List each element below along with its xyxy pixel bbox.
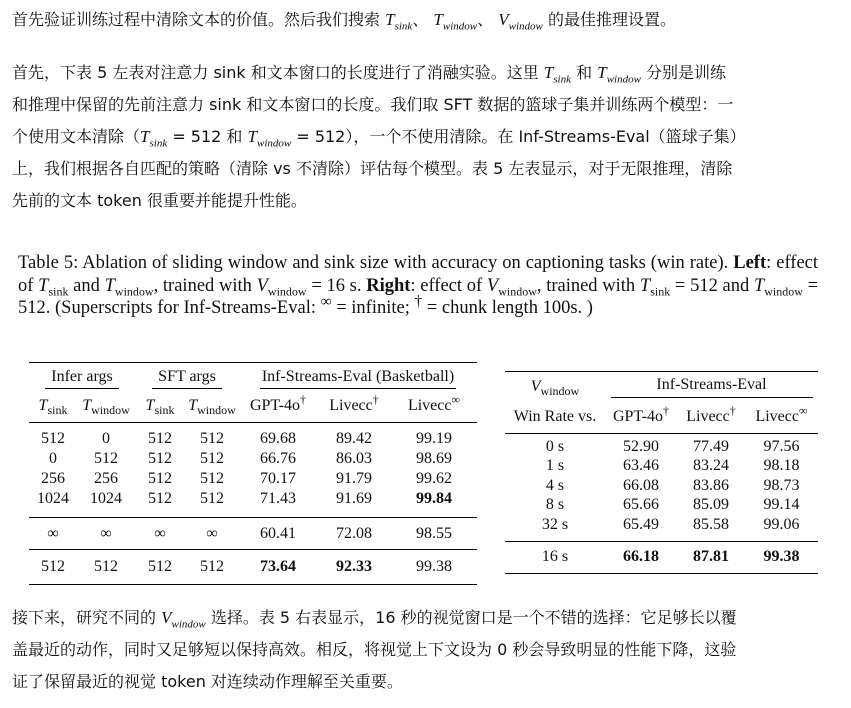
table-row: 4 s 66.08 83.86 98.73 [545, 476, 800, 494]
header-eval-basketball: Inf-Streams-Eval (Basketball) [260, 368, 456, 389]
table-row: 512 0 512 512 69.68 89.42 99.19 [41, 430, 452, 447]
var-t-sink: $T_{sink}$ [385, 10, 413, 33]
table-caption: Table 5: Ablation of sliding window and sink size with accuracy on captioning tasks (win rate). Left: effect of $T_{sink}$ and $T_{window}$, trained with $V_{window} = 16$ s. Right: effect of $V_{window}$, trained with $T_{sink} = 512$ and $T_{window} = 512$. (Superscripts for Inf-Streams-Eval: ∞ = infinite; † = chunk length 100s. ) [18, 253, 819, 318]
var-v-window: $V_{window}$ [498, 10, 543, 33]
table-row: 512 512 512 512 73.64 92.33 99.38 [29, 550, 477, 585]
table-row: 1 s 63.46 83.24 98.18 [545, 457, 800, 475]
left-ablation-table [29, 362, 477, 585]
table-row: 0 512 512 512 66.76 86.03 98.69 [49, 450, 452, 467]
table-row: 0 s 52.90 77.49 97.56 [545, 437, 800, 455]
var-t-window: $T_{window}$ [433, 10, 478, 33]
table-row: ∞ ∞ ∞ ∞ 60.41 72.08 98.55 [29, 518, 477, 550]
right-ablation-table: $V_{window}$ Inf-Streams-Eval Win Rate vs. GPT-4o† Livecc† Livecc∞ 0 s 52.90 77.49 97.56 1 s 63.46 83.24 98.18 4 s 66.08 83.86 98.73 8 s 65.66 85.09 99.14 32 s 65.49 85.58 99.06 16 s 66.18 87.81 99.38 [505, 371, 818, 574]
intro-text: 首先验证训练过程中清除文本的价值。然后我们搜索 [12, 10, 381, 29]
var-t-window: $T_{window}$ [597, 63, 641, 86]
table-row: 32 s 65.49 85.58 99.06 [541, 515, 800, 533]
header-infer-args: Infer args [45, 368, 118, 389]
var-t-sink: $T_{sink}$ [543, 63, 572, 86]
table-row: 256 256 512 512 70.17 91.79 99.62 [41, 470, 452, 487]
table-row: 1024 1024 512 512 71.43 91.69 99.84 [37, 490, 452, 507]
header-eval: Inf-Streams-Eval [611, 376, 813, 398]
column-header-row: Win Rate vs. GPT-4o† Livecc† Livecc∞ [505, 402, 818, 434]
column-header-row: $T_{sink}$ $T_{window}$ $T_{sink}$ $T_{window}$ GPT-4o† Livecc† Livecc∞ [29, 391, 477, 423]
ablation-paragraph: 首先，下表 5 左表对注意力 sink 和文本窗口的长度进行了消融实验。这里 $T_{sink}$ 和 $T_{window}$ 分别是训练 和推理中保留的先前注意力 sink 和文本窗口的长度。我们取 SFT 数据的篮球子集并训练两个模型：一 个使用文本清除（$T_{sink} = 512$ 和 $T_{window} = 512$），一个不使用清除。在 Inf-Streams-Eval（篮球子集） 上，我们根据各自匹配的策略（清除 vs 不清除）评估每个模型。表 5 左表显示，对于无限推理，清除 先前的文本 token 很重要并能提升性能。 [12, 63, 746, 210]
table-row: 8 s 65.66 85.09 99.14 [545, 496, 800, 514]
intro-paragraph: 首先验证训练过程中清除文本的价值。然后我们搜索 $T_{sink}$、 $T_{window}$、 $V_{window}$ 的最佳推理设置。 [12, 10, 676, 33]
window-choice-paragraph: 接下来，研究不同的 $V_{window}$ 选择。表 5 右表显示，16 秒的视觉窗口是一个不错的选择：它足够长以覆 盖最近的动作，同时又足够短以保持高效。相反，将视觉上下文设为 0 秒会导致明显的性能下降，这验 证了保留最近的视觉 token 对连续动作理解至关重要。 [12, 608, 737, 691]
table-row: 16 s 66.18 87.81 99.38 [505, 541, 818, 573]
header-sft-args: SFT args [152, 368, 222, 389]
